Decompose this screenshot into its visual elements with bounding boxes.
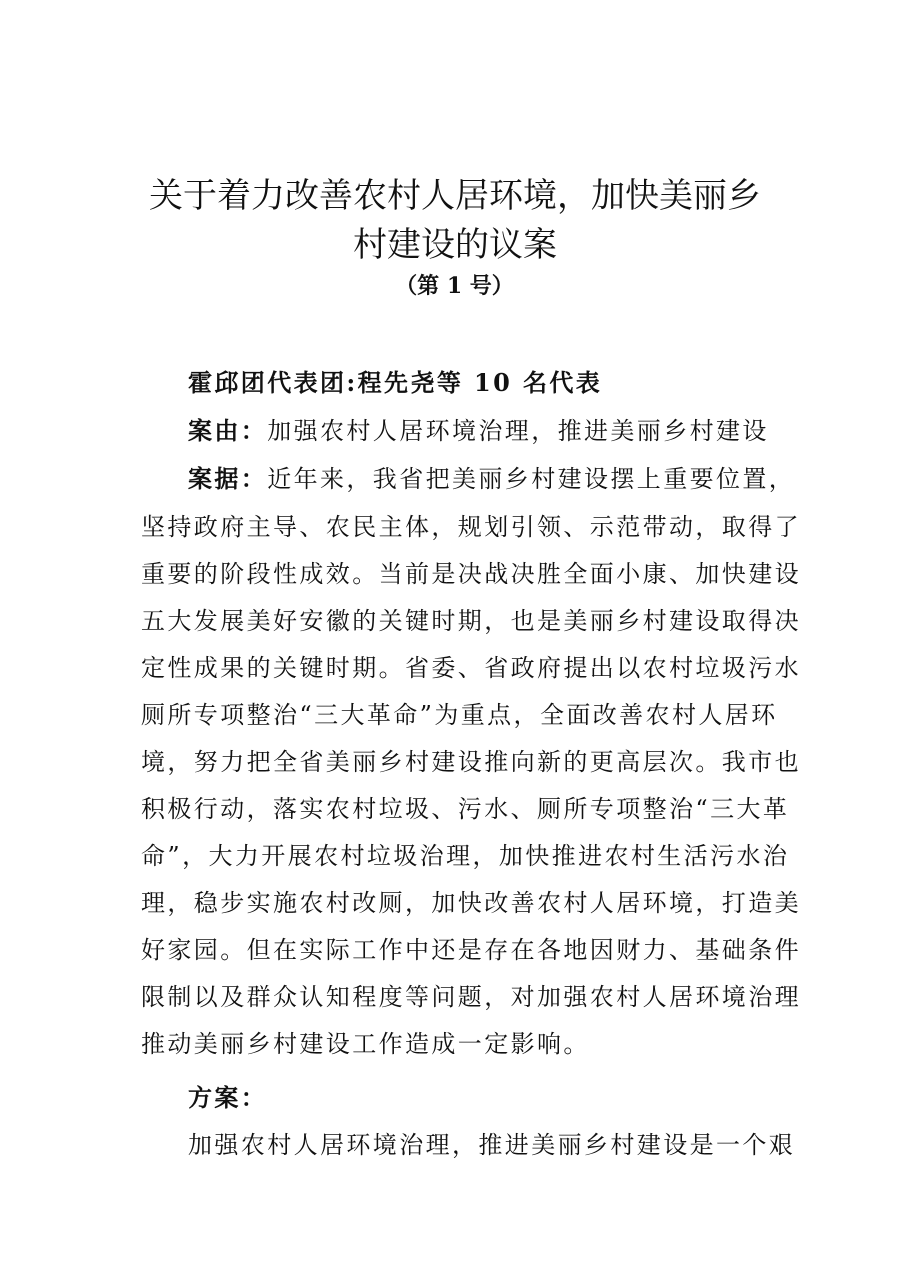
basis-text-line: 理，稳步实施农村改厕，加快改善农村人居环境，打造美 [141, 889, 801, 917]
document-title-line-2: 村建设的议案 [353, 225, 557, 265]
basis-text-line: 重要的阶段性成效。当前是决战决胜全面小康、加快建设 [141, 560, 801, 588]
basis-text-line: 积极行动，落实农村垃圾、污水、厕所专项整治“三大革 [141, 795, 790, 823]
basis-text-line: 境，努力把全省美丽乡村建设推向新的更高层次。我市也 [141, 748, 801, 776]
proposer-line: 霍邱团代表团:程先尧等 10 名代表 [188, 368, 603, 397]
reason-paragraph [188, 408, 828, 454]
reason-label: 案由： [188, 416, 268, 445]
basis-text-line: 近年来，我省把美丽乡村建设摆上重要位置， [267, 465, 796, 493]
document-number: （第 1 号） [395, 273, 514, 299]
basis-text-line: 坚持政府主导、农民主体，规划引领、示范带动，取得了 [141, 513, 801, 541]
basis-text-line: 好家园。但在实际工作中还是存在各地因财力、基础条件 [141, 936, 801, 964]
reason-text: 加强农村人居环境治理，推进美丽乡村建设 [267, 417, 769, 445]
basis-text-line: 厕所专项整治“三大革命”为重点，全面改善农村人居环 [141, 701, 778, 729]
basis-text-line: 五大发展美好安徽的关键时期，也是美丽乡村建设取得决 [141, 607, 801, 635]
document-title-line-1: 关于着力改善农村人居环境，加快美丽乡 [149, 176, 761, 216]
basis-text-line: 推动美丽乡村建设工作造成一定影响。 [141, 1030, 590, 1058]
plan-text-line: 加强农村人居环境治理，推进美丽乡村建设是一个艰 [188, 1131, 796, 1159]
basis-label: 案据： [188, 464, 268, 493]
basis-line-1 [188, 456, 828, 502]
basis-text-line: 定性成果的关键时期。省委、省政府提出以农村垃圾污水 [141, 654, 801, 682]
basis-text-line: 限制以及群众认知程度等问题，对加强农村人居环境治理 [141, 983, 801, 1011]
basis-text-line: 命”，大力开展农村垃圾治理，加快推进农村生活污水治 [141, 842, 790, 870]
plan-label: 方案： [188, 1083, 268, 1112]
